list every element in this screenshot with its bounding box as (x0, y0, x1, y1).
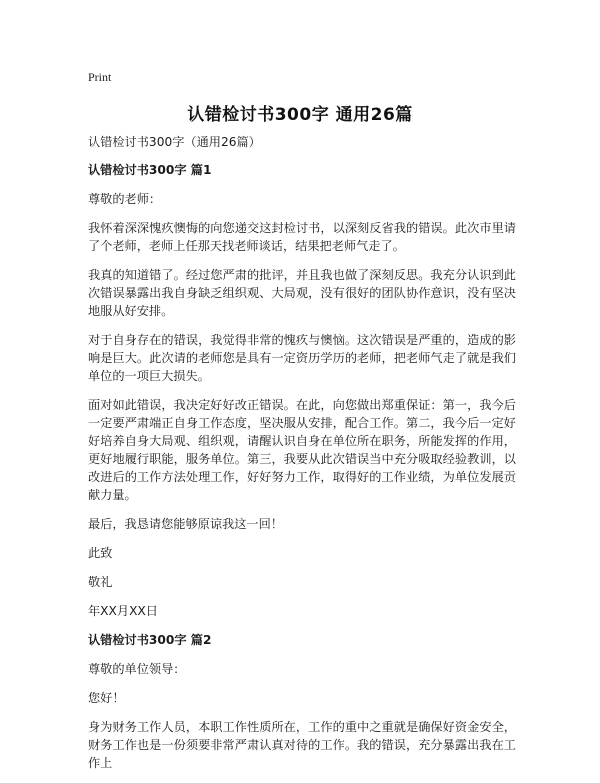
document-subtitle: 认错检讨书300字（通用26篇） (88, 135, 261, 149)
body-paragraph: 我怀着深深愧疚懊悔的向您递交这封检讨书，以深刻反省我的错误。此次市里请了个老师，老师上任那天找老师谈话，结果把老师气走了。 (88, 221, 516, 253)
body-paragraph: 身为财务工作人员，本职工作性质所在，工作的重中之重就是确保好资金安全，财务工作也是一份须要非常严肃认真对待的工作。我的错误，充分暴露出我在工作上 (88, 720, 516, 770)
closing-line: 敬礼 (88, 575, 113, 589)
salutation: 尊敬的单位领导： (88, 662, 186, 676)
document-body (88, 133, 516, 783)
date-line: 年XX月XX日 (88, 604, 158, 618)
section-heading-1: 认错检讨书300字 篇1 (88, 163, 212, 177)
greeting: 您好！ (88, 691, 125, 705)
salutation: 尊敬的老师： (88, 192, 162, 206)
body-paragraph: 最后，我恳请您能够原谅我这一回！ (88, 517, 283, 531)
section-heading-2: 认错检讨书300字 篇2 (88, 633, 212, 647)
print-label[interactable]: Print (88, 70, 112, 84)
body-paragraph: 我真的知道错了。经过您严肃的批评，并且我也做了深刻反思。我充分认识到此次错误暴露出我自身缺乏组织观、大局观，没有很好的团队协作意识，没有坚决地服从好安排。 (88, 268, 516, 318)
document-title: 认错检讨书300字 通用26篇 (187, 105, 413, 125)
closing-line: 此致 (88, 546, 113, 560)
body-paragraph: 面对如此错误，我决定好好改正错误。在此，向您做出郑重保证：第一，我今后一定要严肃端正自身工作态度，坚决服从安排，配合工作。第二，我今后一定好好培养自身大局观、组织观，请醒认识自身在单位所在职务，所能发挥的作用，更好地履行职能，服务单位。第三，我要从此次错误当中充分吸取经验教训，以改进后的工作方法处理工作，好好努力工作，取得好的工作业绩，为单位发展贡献力量。 (88, 398, 516, 502)
body-paragraph: 对于自身存在的错误，我觉得非常的愧疚与懊恼。这次错误是严重的，造成的影响是巨大。此次请的老师您是具有一定资历学历的老师，把老师气走了就是我们单位的一项巨大损失。 (88, 333, 516, 383)
